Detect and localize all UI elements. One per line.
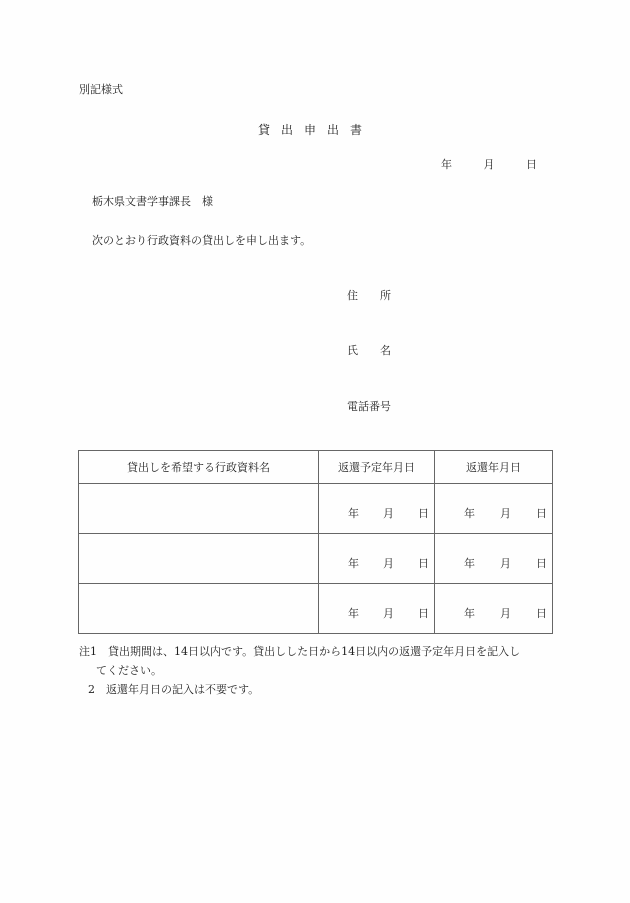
year-label: 年: [464, 607, 475, 620]
application-date: [441, 156, 537, 172]
note-1-line-1: 注1 貸出期間は、14日以内です。貸出しした日から14日以内の返還予定年月日を記入し: [79, 645, 521, 658]
notes: [79, 642, 520, 699]
day-label: 日: [418, 607, 429, 620]
month-label: 月: [383, 507, 394, 520]
date-month-label: 月: [483, 158, 495, 171]
returned-cell[interactable]: [435, 484, 553, 534]
date-day-label: 日: [526, 158, 537, 171]
material-cell[interactable]: [79, 534, 319, 584]
planned-return-cell[interactable]: [319, 584, 435, 634]
loan-request-table: [78, 450, 553, 634]
year-label: 年: [464, 507, 475, 520]
column-header-returned: 返還年月日: [435, 451, 553, 484]
phone-field-label: 電話番号: [347, 400, 391, 413]
day-label: 日: [418, 507, 429, 520]
material-cell[interactable]: [79, 484, 319, 534]
material-cell[interactable]: [79, 584, 319, 634]
month-label: 月: [383, 557, 394, 570]
year-label: 年: [348, 557, 359, 570]
day-label: 日: [536, 557, 547, 570]
month-label: 月: [500, 607, 511, 620]
addressee: 栃木県文書学事課長 様: [92, 195, 213, 208]
table-row: [79, 584, 553, 634]
address-field-label: 住 所: [347, 289, 391, 302]
returned-cell[interactable]: [435, 534, 553, 584]
form-label: 別記様式: [79, 83, 123, 96]
column-header-planned-return: 返還予定年月日: [319, 451, 435, 484]
date-year-label: 年: [441, 158, 452, 171]
month-label: 月: [500, 557, 511, 570]
page-title: 貸出申出書: [258, 123, 374, 137]
day-label: 日: [536, 507, 547, 520]
name-field-label: 氏 名: [347, 344, 391, 357]
table-header-row: [79, 451, 553, 484]
day-label: 日: [536, 607, 547, 620]
year-label: 年: [348, 607, 359, 620]
month-label: 月: [383, 607, 394, 620]
table-row: [79, 484, 553, 534]
request-statement: 次のとおり行政資料の貸出しを申し出ます。: [92, 234, 312, 247]
note-1-line-2: てください。: [96, 664, 162, 677]
planned-return-cell[interactable]: [319, 484, 435, 534]
month-label: 月: [500, 507, 511, 520]
planned-return-cell[interactable]: [319, 534, 435, 584]
table-row: [79, 534, 553, 584]
returned-cell[interactable]: [435, 584, 553, 634]
year-label: 年: [348, 507, 359, 520]
note-2: 2 返還年月日の記入は不要です。: [88, 683, 260, 696]
year-label: 年: [464, 557, 475, 570]
column-header-material: 貸出しを希望する行政資料名: [79, 451, 319, 484]
day-label: 日: [418, 557, 429, 570]
